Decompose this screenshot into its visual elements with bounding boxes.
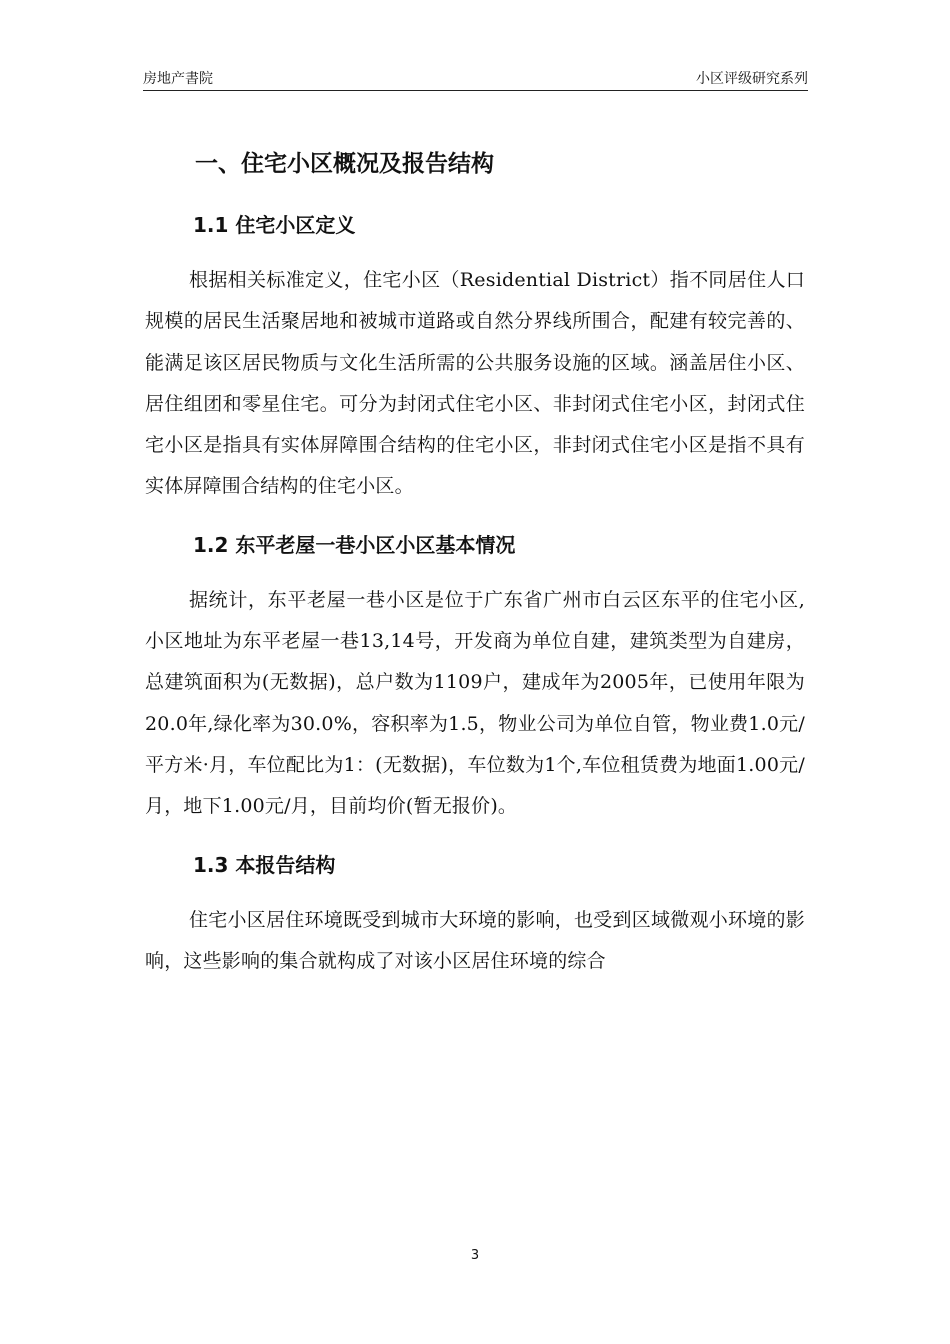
page-header: [143, 66, 808, 91]
section-paragraph-1-2: 据统计，东平老屋一巷小区是位于广东省广州市白云区东平的住宅小区,小区地址为东平老屋一巷13,14号，开发商为单位自建，建筑类型为自建房，总建筑面积为(无数据)，总户数为1109户，建成年为2005年，已使用年限为20.0年,绿化率为30.0%，容积率为1.5，物业公司为单位自管，物业费1.0元/平方米·月，车位配比为1：(无数据)，车位数为1个,车位租赁费为地面1.00元/月，地下1.00元/月，目前均价(暂无报价)。: [145, 588, 805, 818]
section-heading-1-1: 1.1 住宅小区定义: [193, 213, 356, 237]
section-heading-1-3: 1.3 本报告结构: [193, 852, 336, 877]
section-heading-1-2: 1.2 东平老屋一巷小区小区基本情况: [193, 532, 516, 557]
page-number: 3: [470, 1248, 480, 1263]
section-paragraph-1-1: 根据相关标准定义，住宅小区（Residential District）指不同居住人口规模的居民生活聚居地和被城市道路或自然分界线所围合，配建有较完善的、能满足该区居民物质与文化生活所需的公共服务设施的区域。涵盖居住小区、居住组团和零星住宅。可分为封闭式住宅小区、非封闭式住宅小区，封闭式住宅小区是指具有实体屏障围合结构的住宅小区，非封闭式住宅小区是指不具有实体屏障围合结构的住宅小区。: [145, 269, 805, 498]
section-paragraph-1-3: 住宅小区居住环境既受到城市大环境的影响，也受到区域微观小环境的影响，这些影响的集合就构成了对该小区居住环境的综合: [145, 908, 805, 972]
header-publisher: 房地产書院: [143, 71, 213, 87]
header-series-title: 小区评级研究系列: [696, 71, 808, 87]
document-body: [145, 140, 805, 982]
chapter-title: 一、住宅小区概况及报告结构: [195, 151, 494, 177]
